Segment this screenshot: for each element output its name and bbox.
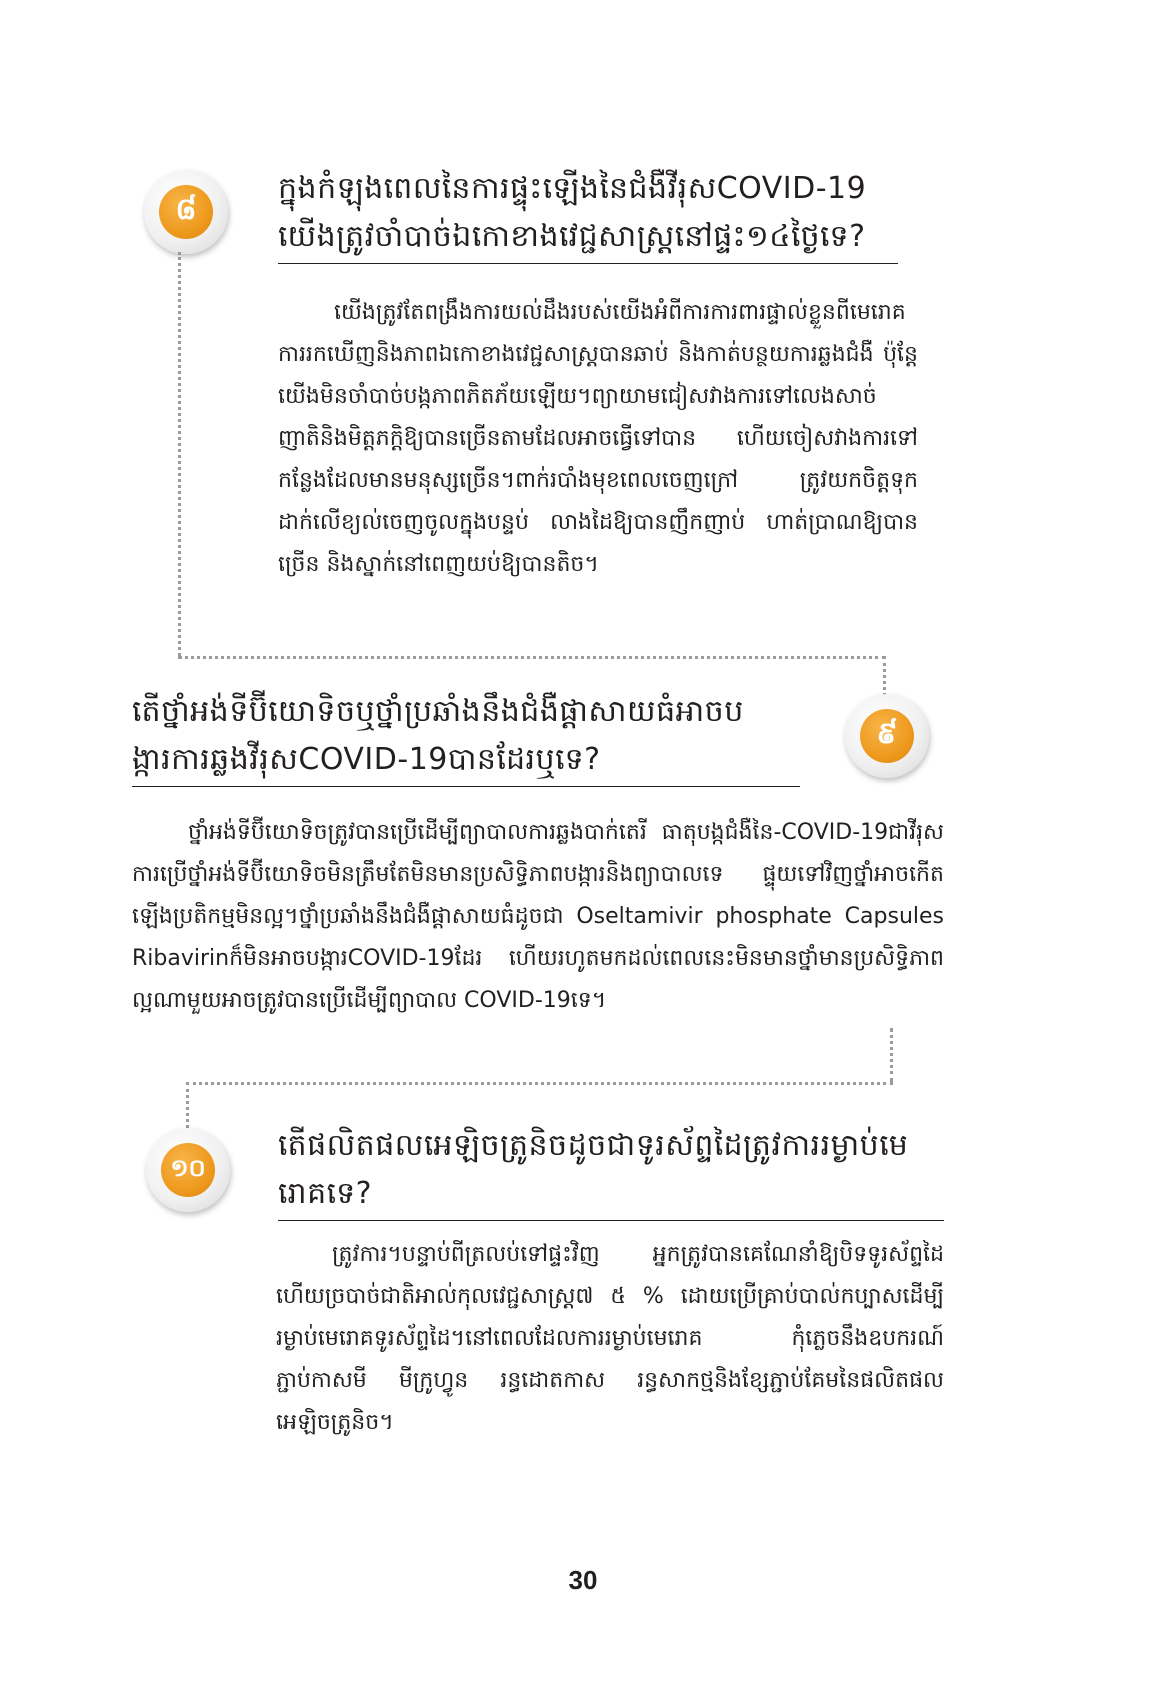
question-title-line: តើថ្នាំអង់ទីប៊ីយោទិចឬថ្នាំប្រឆាំងនឹងជំងឺផ្តាសាយធំអាចប <box>132 694 744 729</box>
dotted-connector <box>178 252 181 656</box>
dotted-connector <box>186 1082 893 1085</box>
dotted-connector <box>178 656 886 659</box>
question-title-line: យើងត្រូវចាំបាច់ឯកោខាងវេជ្ជសាស្រ្តនៅផ្ទះ១៤ថ្ងៃទេ? <box>278 219 866 254</box>
question-title <box>278 165 898 264</box>
question-title-line: ក្នុងកំឡុងពេលនៃការផ្ទុះឡើងនៃជំងឺវីរុសCOVID-19 <box>278 171 867 206</box>
question-title <box>132 688 800 787</box>
question-number: ៨ <box>159 185 213 239</box>
page-number: 30 <box>568 1565 598 1595</box>
answer-text: ថ្នាំអង់ទីប៊ីយោទិចត្រូវបានប្រើដើម្បីព្យាបាលការឆ្លងបាក់តេរី ធាតុបង្កជំងឺនៃ-COVID-19ជាវីរុស ការប្រើថ្នាំអង់ទីប៊ីយោទិចមិនត្រឹមតែមិនមានប្រសិទ្ធិភាពបង្ការនិងព្យាបាលទេ ផ្ទុយទៅវិញថ្នាំអាចកើតឡើងប្រតិកម្មមិនល្អ។ថ្នាំប្រឆាំងនឹងជំងឺផ្តាសាយធំដូចជា Oseltamivir phosphate Capsules Ribavirinក៏មិនអាចបង្ការCOVID-19ដែរ ហើយរហូតមកដល់ពេលនេះមិនមានថ្នាំមានប្រសិទ្ធិភាពល្អណាមួយអាចត្រូវបានប្រើដើម្បីព្យាបាល COVID-19ទេ។ <box>132 820 944 1013</box>
question-number: ១០ <box>161 1143 215 1197</box>
question-title-line: រោគទេ? <box>278 1176 373 1211</box>
dotted-connector <box>890 1028 893 1082</box>
question-number-badge <box>146 1128 230 1212</box>
question-number-badge <box>845 694 929 778</box>
question-number-badge <box>144 170 228 254</box>
answer-text: យើងត្រូវតែពង្រឹងការយល់ដឹងរបស់យើងអំពីការការពារផ្ទាល់ខ្លួនពីមេរោគ ការរកឃើញនិងភាពឯកោខាងវេជ្ជសាស្ត្របានឆាប់ និងកាត់បន្ថយការឆ្លងជំងឺ ប៉ុន្តែយើងមិនចាំបាច់បង្កភាពភិតភ័យឡើយ។ព្យាយាមជៀសវាងការទៅលេងសាច់ញាតិនិងមិត្តភក្តិឱ្យបានច្រើនតាមដែលអាចធ្វើទៅបាន ហើយចៀសវាងការទៅកន្លែងដែលមានមនុស្សច្រើន។ពាក់របាំងមុខពេលចេញក្រៅ ត្រូវយកចិត្តទុកដាក់លើខ្យល់ចេញចូលក្នុងបន្ទប់ លាងដៃឱ្យបានញឹកញាប់ ហាត់ប្រាណឱ្យបានច្រើន និងស្នាក់នៅពេញយប់ឱ្យបានតិច។ <box>278 300 918 577</box>
question-title <box>278 1122 944 1221</box>
dotted-connector <box>186 1082 189 1128</box>
question-title-line: តើផលិតផលអេឡិចត្រូនិចដូចជាទូរស័ព្ទដៃត្រូវការរម្ងាប់មេ <box>278 1128 909 1163</box>
answer-text: ត្រូវការ។បន្ទាប់ពីត្រលប់ទៅផ្ទះវិញ អ្នកត្រូវបានគេណែនាំឱ្យបិទទូរស័ព្ទដៃហើយច្របាច់ជាតិអាល់កុលវេជ្ជសាស្ត្រ៧ ៥ % ដោយប្រើគ្រាប់បាល់កប្បាសដើម្បីរម្ងាប់មេរោគទូរស័ព្ទដៃ។នៅពេលដែលការរម្ងាប់មេរោគ កុំភ្លេចនឹងឧបករណ៍ភ្ជាប់កាសមី មីក្រូហ្វូន រន្ធដោតកាស រន្ធសាកថ្មនិងខ្សែភ្ជាប់គែមនៃផលិតផលអេឡិចត្រូនិច។ <box>276 1242 944 1435</box>
question-title-line: ង្ការការឆ្លងវីរុសCOVID-19បានដែរឬទេ? <box>132 742 601 777</box>
dotted-connector <box>883 656 886 696</box>
question-number: ៩ <box>860 709 914 763</box>
